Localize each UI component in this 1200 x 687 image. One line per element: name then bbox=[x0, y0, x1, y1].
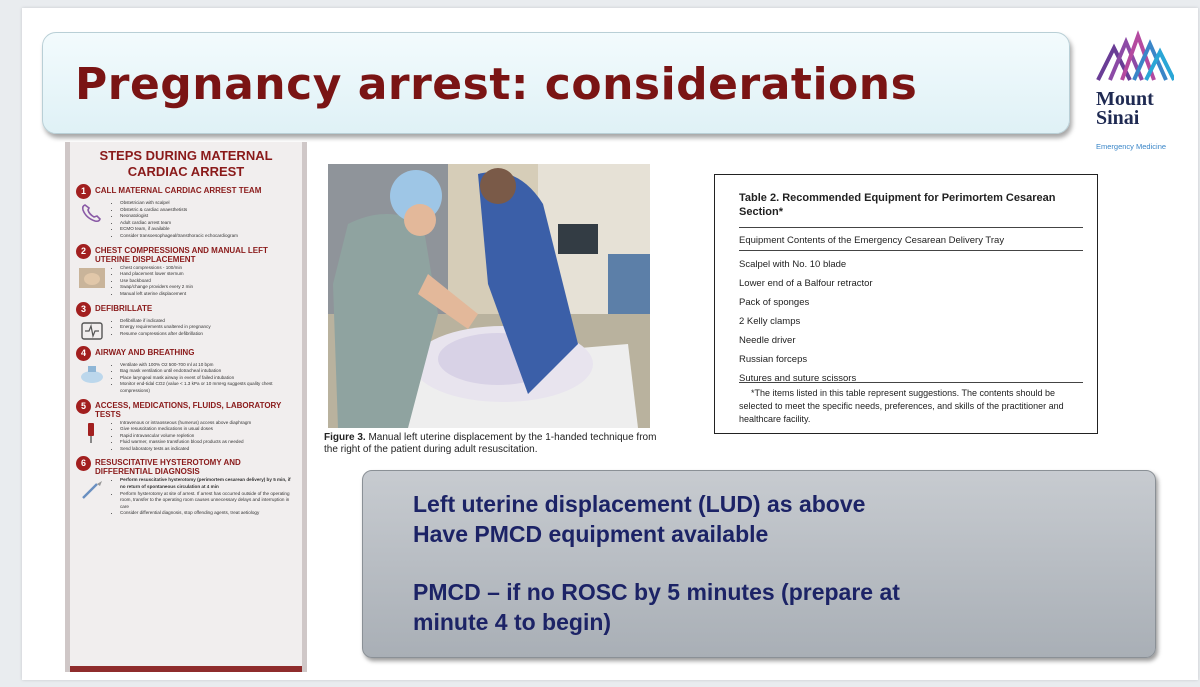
table-row: Lower end of a Balfour retractor bbox=[739, 278, 873, 289]
table-row: Pack of sponges bbox=[739, 297, 810, 308]
step-bullet: • Swap/change providers every 2 min bbox=[120, 284, 193, 291]
step-header bbox=[76, 184, 296, 199]
slide-title: Pregnancy arrest: considerations bbox=[75, 59, 918, 110]
callout-line-1: Left uterine displacement (LUD) as above bbox=[413, 491, 866, 517]
step-header bbox=[76, 346, 296, 361]
callout-line-2: Have PMCD equipment available bbox=[413, 521, 769, 547]
title-bar bbox=[42, 32, 1070, 134]
step-title: AIRWAY AND BREATHING bbox=[95, 347, 195, 357]
step-bullet: • Place laryngeal mask airway in event of failed intubation bbox=[120, 375, 296, 382]
step-bullet: • Monitor end-tidal CO2 (value < 1.3 kPa or 10 mmHg suggests quality chest compressions) bbox=[120, 381, 296, 394]
step-bullet: • Perform hysterotomy at site of arrest. If arrest has occurred outside of the operating room, transfer to the operating room causes unnecessary delays and interruption in care bbox=[120, 491, 296, 511]
step-bullet: • Fluid warmer, massive transfusion blood products as needed bbox=[120, 439, 251, 446]
step-bullet: • Ventilate with 100% O2 500-700 ml at 10 bpm bbox=[120, 362, 296, 369]
step-bullet: • Use backboard bbox=[120, 278, 193, 285]
step-header bbox=[76, 302, 296, 317]
scalpel-icon bbox=[78, 479, 106, 501]
step-bullet: • Energy requirements unaltered in pregnancy bbox=[120, 324, 211, 331]
table-rule-top bbox=[739, 227, 1083, 228]
infographic-step bbox=[76, 456, 296, 517]
callout-line-4: minute 4 to begin) bbox=[413, 609, 612, 635]
step-bullet: • Chest compressions - 100/min bbox=[120, 265, 193, 272]
infographic-step bbox=[76, 399, 296, 453]
step-number-badge: 4 bbox=[76, 346, 91, 361]
step-title: DEFIBRILLATE bbox=[95, 303, 153, 313]
mountain-logo-icon bbox=[1096, 30, 1174, 82]
step-bullets bbox=[110, 265, 193, 298]
step-bullets bbox=[110, 318, 211, 342]
slide bbox=[22, 8, 1198, 680]
step-bullet: • Consider differential diagnosis, stop offending agents, treat aetiology bbox=[120, 510, 296, 517]
step-bullet: • Send laboratory tests as indicated bbox=[120, 446, 251, 453]
step-bullet: • Resume compressions after defibrillation bbox=[120, 331, 211, 338]
resuscitation-photo bbox=[328, 164, 650, 428]
mount-sinai-logo bbox=[1096, 30, 1186, 160]
step-number-badge: 3 bbox=[76, 302, 91, 317]
logo-name-line1: Mount bbox=[1096, 88, 1154, 110]
step-title: CALL MATERNAL CARDIAC ARREST TEAM bbox=[95, 186, 262, 195]
step-bullet: • Consider transoesophageal/transthoracic echocardiogram bbox=[120, 233, 238, 240]
logo-department: Emergency Medicine bbox=[1096, 142, 1167, 151]
table-footnote: *The items listed in this table represent suggestions. The contents should be selected to meet the specific needs, preferences, and skills of the practitioner and healthcare facility. bbox=[739, 388, 1064, 424]
step-bullet: • Obstetric & cardiac anaesthetists bbox=[120, 207, 238, 214]
step-bullet: • Adult cardiac arrest team bbox=[120, 220, 238, 227]
infographic-step bbox=[76, 302, 296, 342]
table-title: Table 2. Recommended Equipment for Perimortem Cesarean Section* bbox=[739, 192, 1056, 218]
step-bullet: • Defibrillate if indicated bbox=[120, 318, 211, 325]
figure-caption-text: Manual left uterine displacement by the 1-handed technique from the right of the patient during adult resuscitation. bbox=[324, 432, 657, 455]
table-row: Scalpel with No. 10 blade bbox=[739, 259, 847, 270]
infographic-step bbox=[76, 184, 296, 240]
defibrillator-icon bbox=[78, 320, 106, 342]
table-row: Needle driver bbox=[739, 335, 796, 346]
step-bullets bbox=[110, 477, 296, 517]
airway-icon bbox=[78, 364, 106, 386]
table-column-header: Equipment Contents of the Emergency Cesarean Delivery Tray bbox=[739, 235, 1005, 246]
step-title: ACCESS, MEDICATIONS, FLUIDS, LABORATORY TESTS bbox=[95, 400, 282, 419]
step-title: RESUSCITATIVE HYSTEROTOMY AND DIFFERENTIAL DIAGNOSIS bbox=[95, 458, 241, 477]
infographic-steps bbox=[70, 184, 302, 517]
step-bullet: • Rapid intravascular volume repletion bbox=[120, 433, 251, 440]
table-row: 2 Kelly clamps bbox=[739, 316, 801, 327]
step-bullet: • Give resuscitation medications in usual doses bbox=[120, 426, 251, 433]
table-rule-header bbox=[739, 250, 1083, 251]
step-bullets bbox=[110, 362, 296, 395]
lud-callout-box bbox=[362, 470, 1156, 658]
step-bullet: • Obstetrician with scalpel bbox=[120, 200, 238, 207]
logo-name-line2: Sinai bbox=[1096, 107, 1140, 129]
step-bullet: • Bag mask ventilation until endotracheal intubation bbox=[120, 368, 296, 375]
step-bullet: • Perform resuscitative hysterotomy (perimortem cesarean delivery) by 5 min, if no return of spontaneous circulation at 4 min bbox=[120, 477, 296, 490]
equipment-table bbox=[714, 174, 1098, 434]
step-bullet: • Manual left uterine displacement bbox=[120, 291, 193, 298]
syringe-icon bbox=[78, 422, 106, 444]
step-header bbox=[76, 399, 296, 419]
step-bullets bbox=[110, 200, 238, 240]
table-row: Russian forceps bbox=[739, 354, 808, 365]
step-bullet: • Intravenous or intraosseous (humerus) access above diaphragm bbox=[120, 420, 251, 427]
step-header bbox=[76, 456, 296, 476]
step-bullets bbox=[110, 420, 251, 453]
infographic-footer bbox=[70, 666, 302, 672]
infographic-step bbox=[76, 346, 296, 395]
maternal-arrest-infographic bbox=[65, 142, 307, 672]
table-row: Sutures and suture scissors bbox=[739, 373, 857, 384]
step-bullet: • Hand placement lower sternum bbox=[120, 271, 193, 278]
table-rule-bottom bbox=[739, 382, 1083, 383]
figure-label: Figure 3. bbox=[324, 432, 366, 443]
callout-line-3: PMCD – if no ROSC by 5 minutes (prepare at bbox=[413, 579, 900, 605]
compression-icon bbox=[78, 267, 106, 289]
phone-icon bbox=[78, 202, 106, 224]
step-title: CHEST COMPRESSIONS AND MANUAL LEFT UTERINE DISPLACEMENT bbox=[95, 245, 268, 264]
resuscitation-photo-illustration bbox=[328, 164, 650, 428]
step-number-badge: 1 bbox=[76, 184, 91, 199]
step-bullet: • ECMO team, if available bbox=[120, 226, 238, 233]
infographic-step bbox=[76, 244, 296, 298]
step-number-badge: 5 bbox=[76, 399, 91, 414]
infographic-heading: STEPS DURING MATERNAL CARDIAC ARREST bbox=[99, 148, 273, 179]
step-number-badge: 2 bbox=[76, 244, 91, 259]
figure-caption bbox=[324, 432, 664, 456]
step-bullet: • Neonatologist bbox=[120, 213, 238, 220]
step-number-badge: 6 bbox=[76, 456, 91, 471]
step-header bbox=[76, 244, 296, 264]
